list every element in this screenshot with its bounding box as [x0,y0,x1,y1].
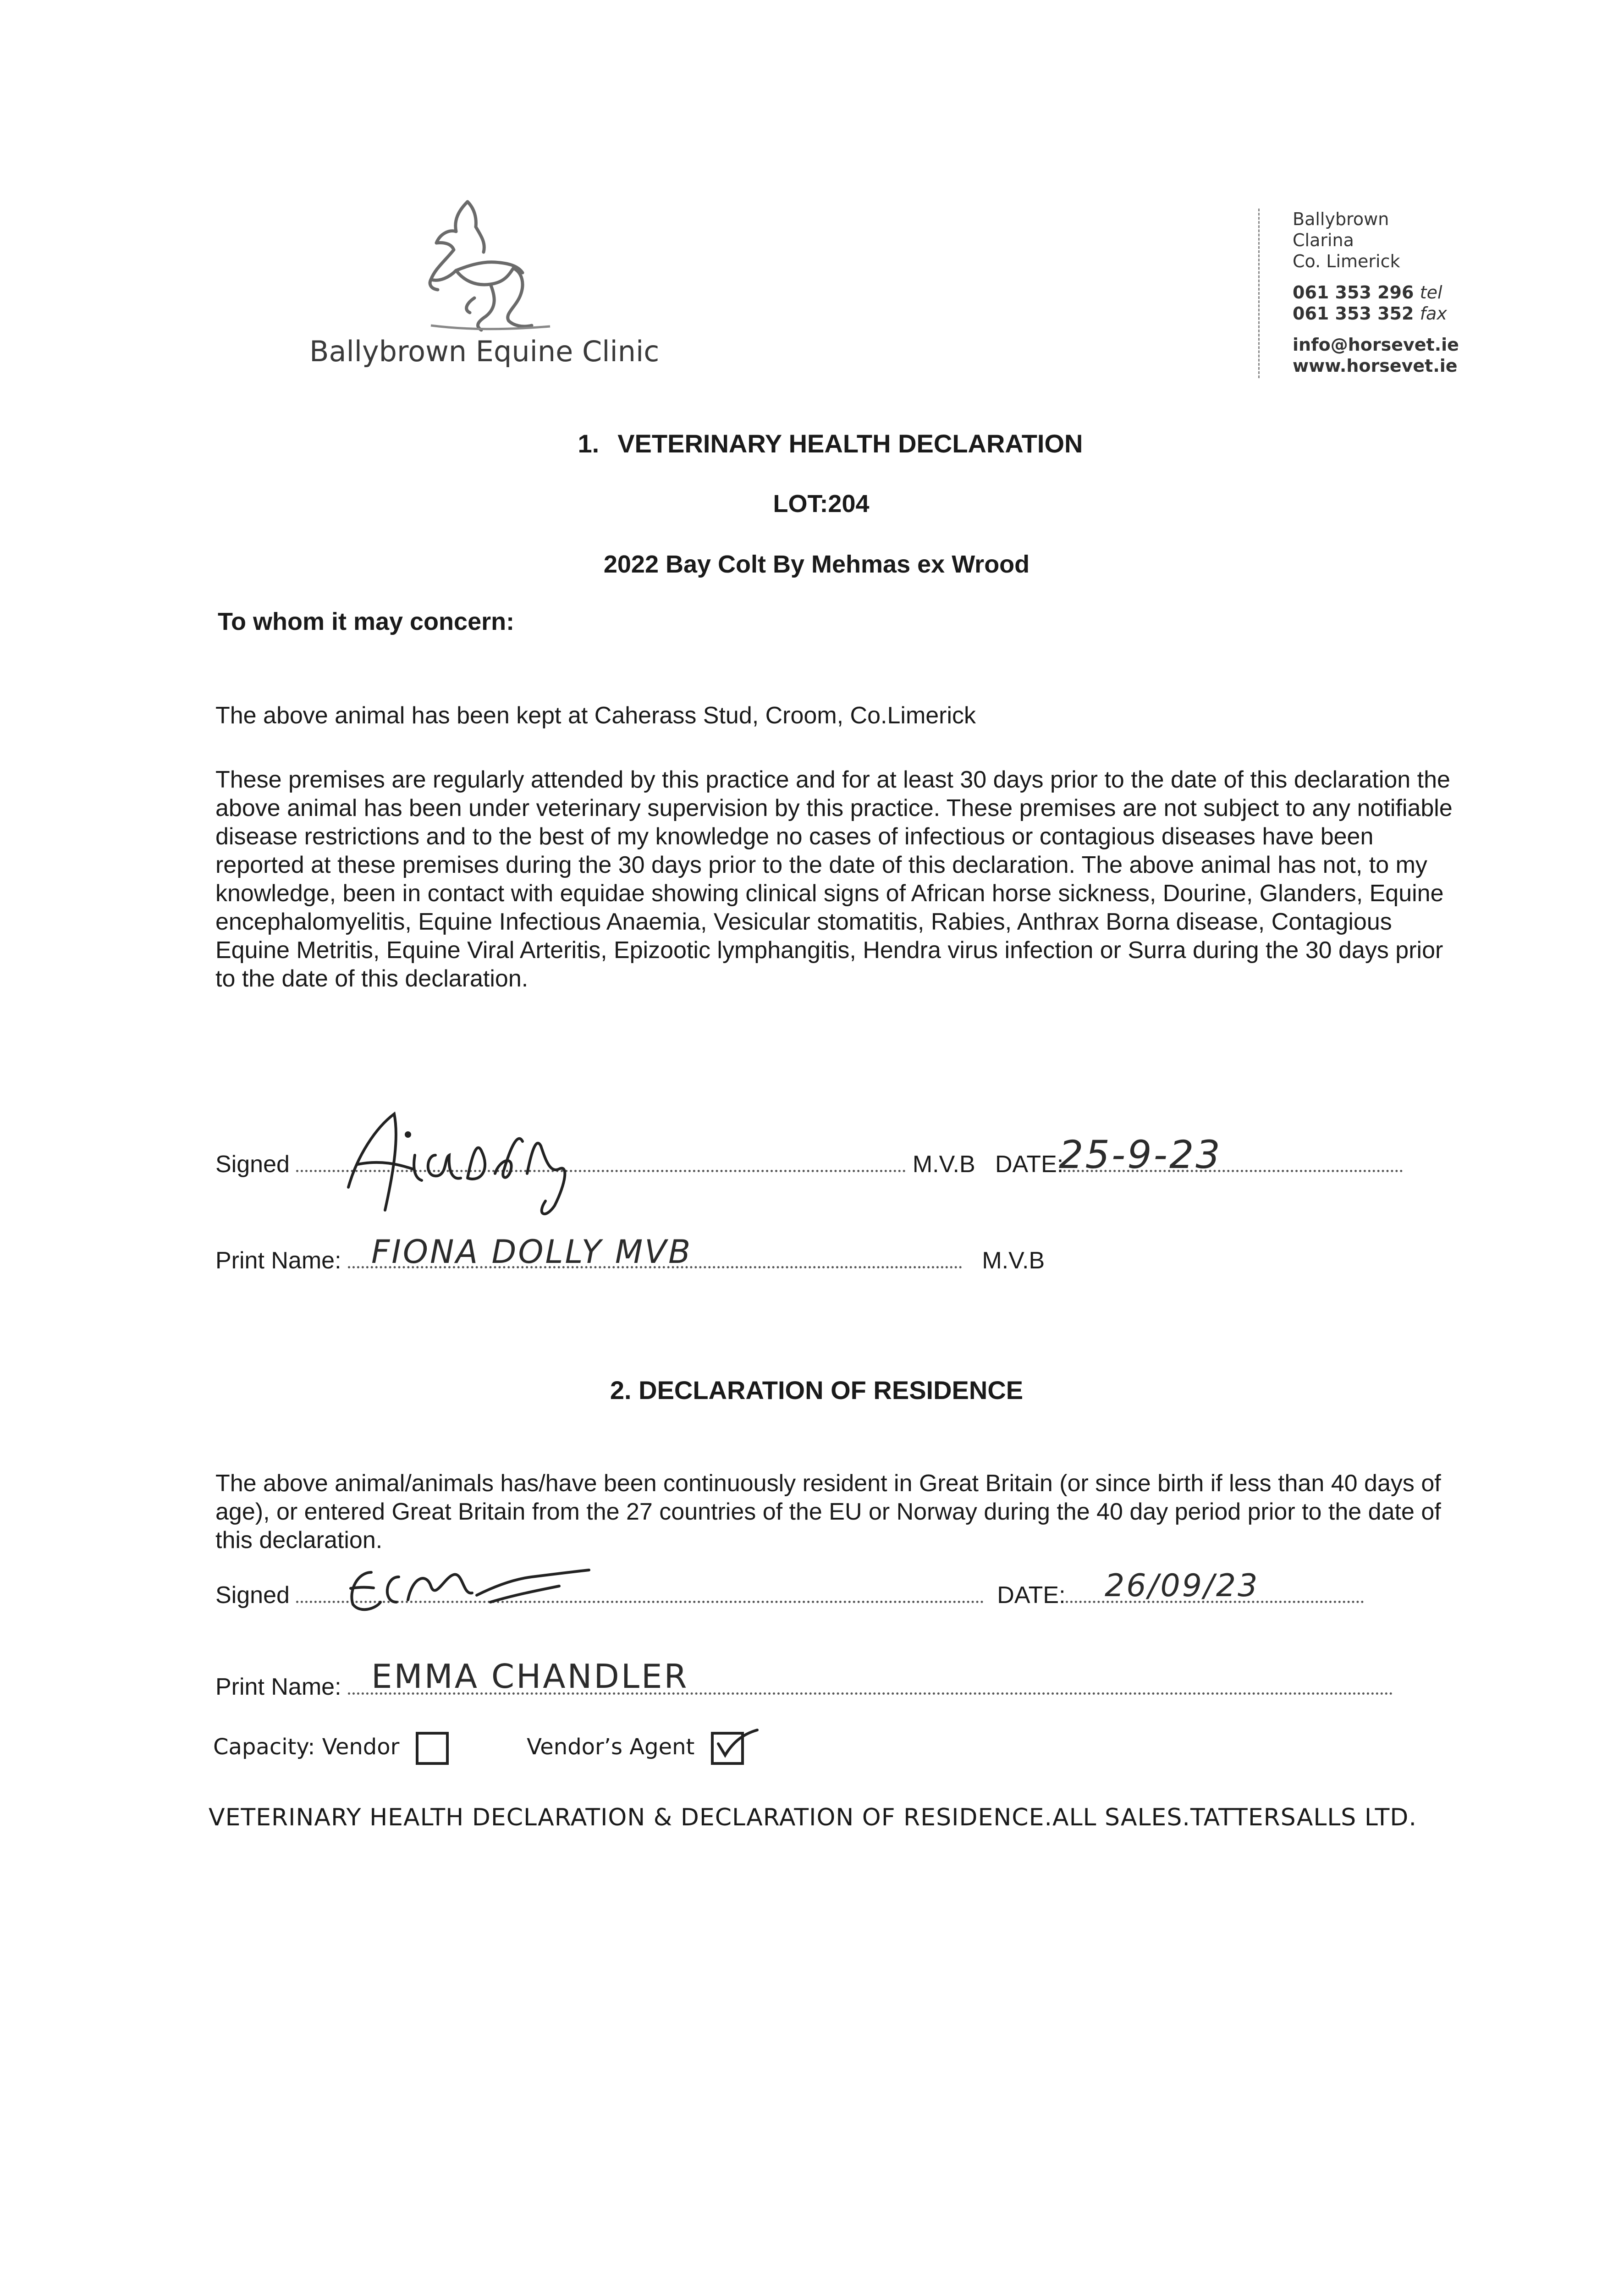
footer-note: VETERINARY HEALTH DECLARATION & DECLARATION OF RESIDENCE.ALL SALES.TATTERSALLS LTD. [209,1804,1417,1831]
rearing-horse-icon [293,193,568,339]
date-label: DATE: [995,1151,1064,1178]
fax-line: 061 353 352 fax [1293,303,1447,324]
vet-signature [330,1100,614,1229]
vendor-date-value: 26/09/23 [1105,1568,1260,1604]
vendor-signature [339,1559,633,1618]
vendor-checkbox[interactable] [416,1732,449,1765]
capacity-vendor-label: Capacity: Vendor [213,1734,400,1760]
clinic-name: Ballybrown Equine Clinic [309,335,660,368]
kept-at-statement: The above animal has been kept at Caherass Stud, Croom, Co.Limerick [215,702,976,729]
salutation: To whom it may concern: [218,608,515,635]
address-line-1: Ballybrown [1293,209,1389,229]
residence-paragraph: The above animal/animals has/have been continuously resident in Great Britain (or since birth if less than 40 days of age), or entered Great Britain from the 27 countries of the EU or Norway during the 40 day period prior to the date of this declaration. [215,1470,1441,1554]
checkmark-icon [714,1725,760,1767]
mvb-label-2: M.V.B [982,1247,1045,1274]
print-name-label-2: Print Name: [215,1674,341,1700]
clinic-logo [293,193,568,339]
mvb-label: M.V.B [912,1151,975,1178]
horse-description: 2022 Bay Colt By Mehmas ex Wrood [603,551,1030,578]
lot-number: LOT:204 [773,490,870,518]
vendors-agent-checkbox[interactable] [711,1732,744,1765]
web-line: www.horsevet.ie [1293,356,1458,376]
email-line: info@horsevet.ie [1293,335,1459,355]
section-1-title: 1. VETERINARY HEALTH DECLARATION [578,429,1083,458]
health-declaration-paragraph: These premises are regularly attended by this practice and for at least 30 days prior to the date of this declaration the above animal has been under veterinary supervision by this practice. These premises are not subject to any notifiable disease restrictions and to the best of my knowledge no cases of infectious or contagious diseases have been reported at these premises during the 30 days prior to the date of this declaration. The above animal has not, to my knowledge, been in contact with equidae showing clinical signs of African horse sickness, Dourine, Glanders, Equine encephalomyelitis, Equine Infectious Anaemia, Vesicular stomatitis, Rabies, Anthrax Borna disease, Contagious Equine Metritis, Equine Viral Arteritis, Epizootic lymphangitis, Hendra virus infection or Surra during the 30 days prior to the date of this declaration. [215,766,1453,992]
header-divider [1258,209,1261,378]
signed-label-2: Signed [215,1582,290,1609]
tel-line: 061 353 296 tel [1293,282,1442,303]
date-label-2: DATE: [997,1582,1066,1609]
vet-date-value: 25-9-23 [1059,1132,1222,1177]
vet-print-name-value: FIONA DOLLY MVB [371,1233,693,1271]
capacity-row [213,1732,744,1765]
section-2-title: 2. DECLARATION OF RESIDENCE [610,1376,1024,1405]
signed-label: Signed [215,1151,290,1178]
print-name-label: Print Name: [215,1247,341,1274]
contact-block [1293,209,1459,376]
address-line-3: Co. Limerick [1293,251,1400,271]
vendors-agent-label: Vendor’s Agent [527,1734,695,1760]
vendor-print-name-value: EMMA CHANDLER [371,1657,689,1696]
address-line-2: Clarina [1293,230,1354,250]
